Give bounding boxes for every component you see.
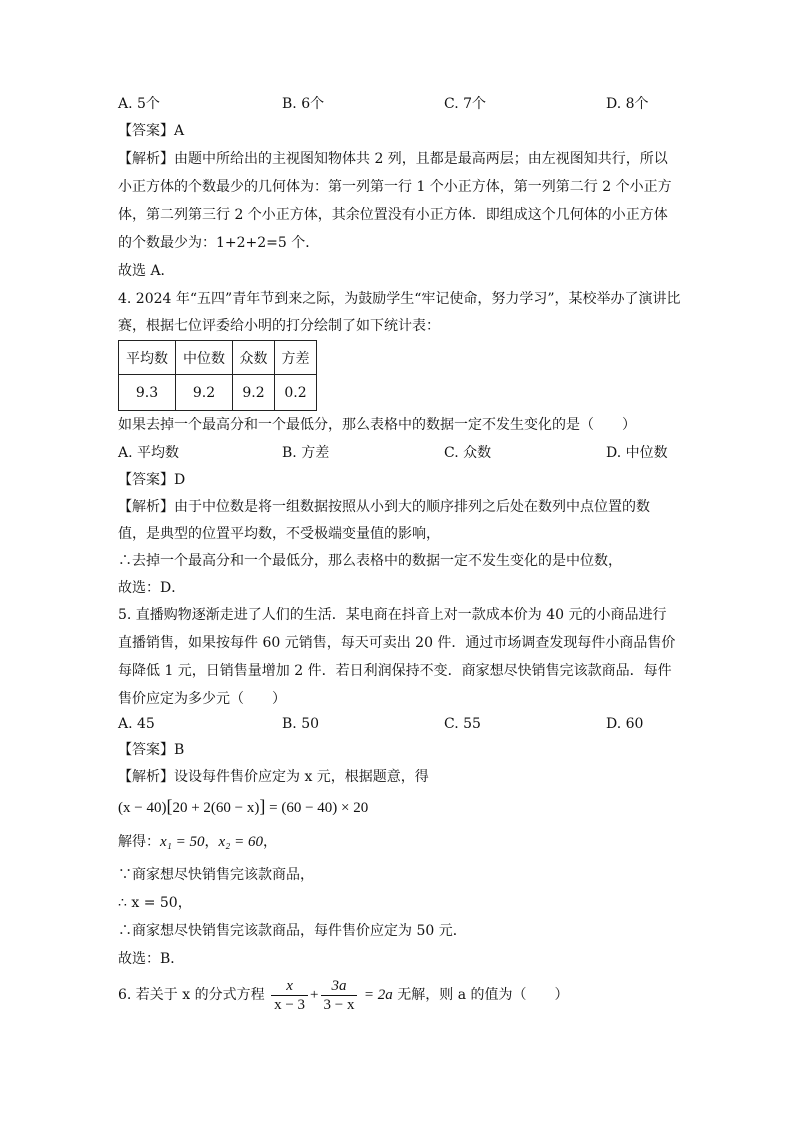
q6-stem <box>118 976 569 1014</box>
q3-option-a: A. 5个 <box>118 96 160 112</box>
q6-fraction-1-denominator: x − 3 <box>274 996 306 1013</box>
q5-solution-x2: x₂ = 60 <box>218 834 263 850</box>
q4-analysis-line-3: ∴去掉一个最高分和一个最低分，那么表格中的数据一定不发生变化的是中位数， <box>118 553 622 569</box>
q4-option-d: D. 中位数 <box>606 445 668 461</box>
q5-equation-part-2: 20 + 2(60 − x) <box>172 800 260 816</box>
q5-stem-line-4: 售价应定为多少元（ ） <box>118 691 286 707</box>
q3-analysis-line-2: 小正方体的个数最少的几何体为：第一列第一行 1 个小正方体，第一列第二行 2 个小正方 <box>118 179 672 195</box>
q5-option-d: D. 60 <box>606 716 644 732</box>
q5-equation-part-3: = (60 − 40) × 20 <box>265 800 369 816</box>
table-value-mean: 9.3 <box>119 375 176 411</box>
q5-option-b: B. 50 <box>282 716 320 732</box>
q6-fraction-1 <box>271 977 308 1014</box>
table-header-median: 中位数 <box>176 341 233 375</box>
q6-plus: + <box>310 987 319 1003</box>
q5-solution-suffix: ， <box>263 834 277 850</box>
q4-question: 如果去掉一个最高分和一个最低分，那么表格中的数据一定不发生变化的是（ ） <box>118 417 636 433</box>
q5-solution-sep: ， <box>204 834 219 850</box>
q5-stem-line-3: 每降低 1 元，日销售量增加 2 件．若日利润保持不变．商家想尽快销售完该款商品．每件 <box>118 663 672 679</box>
q5-reasoning-line-2: ∴ x = 50， <box>118 895 192 911</box>
q5-answer: 【答案】B <box>118 742 185 758</box>
q5-equation <box>118 796 368 818</box>
q4-analysis-line-2: 值，是典型的位置平均数，不受极端变量值的影响， <box>118 526 440 542</box>
q3-analysis-line-3: 体，第二列第三行 2 个小正方体，其余位置没有小正方体．即组成这个几何体的小正方体 <box>118 207 668 223</box>
q6-fraction-2-numerator: 3a <box>321 977 358 996</box>
q4-answer: 【答案】D <box>118 472 186 488</box>
table-header-mean: 平均数 <box>119 341 176 375</box>
q4-stem-line-1: 4. 2024 年“五四”青年节到来之际，为鼓励学生“牢记使命，努力学习”，某校举办了演讲比 <box>118 291 681 307</box>
q4-analysis-line-1: 【解析】由于中位数是将一组数据按照从小到大的顺序排列之后处在数列中点位置的数 <box>118 499 650 515</box>
q5-option-a: A. 45 <box>118 716 155 732</box>
q3-option-b: B. 6个 <box>282 96 325 112</box>
q6-fraction-1-numerator: x <box>271 977 308 996</box>
q6-fraction-2-denominator: 3 − x <box>323 996 355 1013</box>
table-value-mode: 9.2 <box>233 375 275 411</box>
table-value-row <box>119 375 317 411</box>
q4-option-c: C. 众数 <box>444 445 492 461</box>
q5-solution <box>118 832 277 852</box>
q3-conclusion: 故选 A． <box>118 263 175 279</box>
left-bracket-icon: [ <box>166 796 173 816</box>
q5-solution-prefix: 解得： <box>118 834 160 850</box>
statistics-table <box>118 340 317 411</box>
q5-stem-line-2: 直播销售，如果按每件 60 元销售，每天可卖出 20 件．通过市场调查发现每件小商品售价 <box>118 635 676 651</box>
q5-analysis-intro: 【解析】设设每件售价应定为 x 元，根据题意，得 <box>118 769 429 785</box>
q6-fraction-2 <box>321 977 358 1014</box>
q3-option-c: C. 7个 <box>444 96 487 112</box>
q5-reasoning-line-1: ∵商家想尽快销售完该款商品， <box>118 867 314 883</box>
q6-prefix: 6. 若关于 x 的分式方程 <box>118 987 265 1003</box>
table-value-median: 9.2 <box>176 375 233 411</box>
q3-answer: 【答案】A <box>118 123 185 139</box>
right-bracket-icon: ] <box>259 796 266 816</box>
q4-option-a: A. 平均数 <box>118 445 180 461</box>
table-header-variance: 方差 <box>275 341 317 375</box>
q5-equation-part-1: (x − 40) <box>118 800 167 816</box>
q5-solution-x1: x₁ = 50 <box>160 834 205 850</box>
q5-reasoning-line-3: ∴商家想尽快销售完该款商品，每件售价应定为 50 元． <box>118 923 467 939</box>
q6-suffix: 无解，则 a 的值为（ ） <box>397 987 569 1003</box>
q4-stem-line-2: 赛，根据七位评委给小明的打分绘制了如下统计表： <box>118 318 440 334</box>
q3-option-d: D. 8个 <box>606 96 649 112</box>
q5-conclusion: 故选：B． <box>118 951 185 967</box>
table-header-row <box>119 341 317 375</box>
q6-rhs: = 2a <box>363 987 393 1003</box>
q5-stem-line-1: 5. 直播购物逐渐走进了人们的生活．某电商在抖音上对一款成本价为 40 元的小商品进行 <box>118 607 667 623</box>
q3-analysis-line-4: 的个数最少为：1+2+2=5 个． <box>118 235 320 251</box>
q4-conclusion: 故选：D． <box>118 580 186 596</box>
q3-analysis-line-1: 【解析】由题中所给出的主视图知物体共 2 列，且都是最高两层；由左视图知共行，所以 <box>118 151 668 167</box>
table-value-variance: 0.2 <box>275 375 317 411</box>
q4-option-b: B. 方差 <box>282 445 330 461</box>
q5-option-c: C. 55 <box>444 716 481 732</box>
table-header-mode: 众数 <box>233 341 275 375</box>
